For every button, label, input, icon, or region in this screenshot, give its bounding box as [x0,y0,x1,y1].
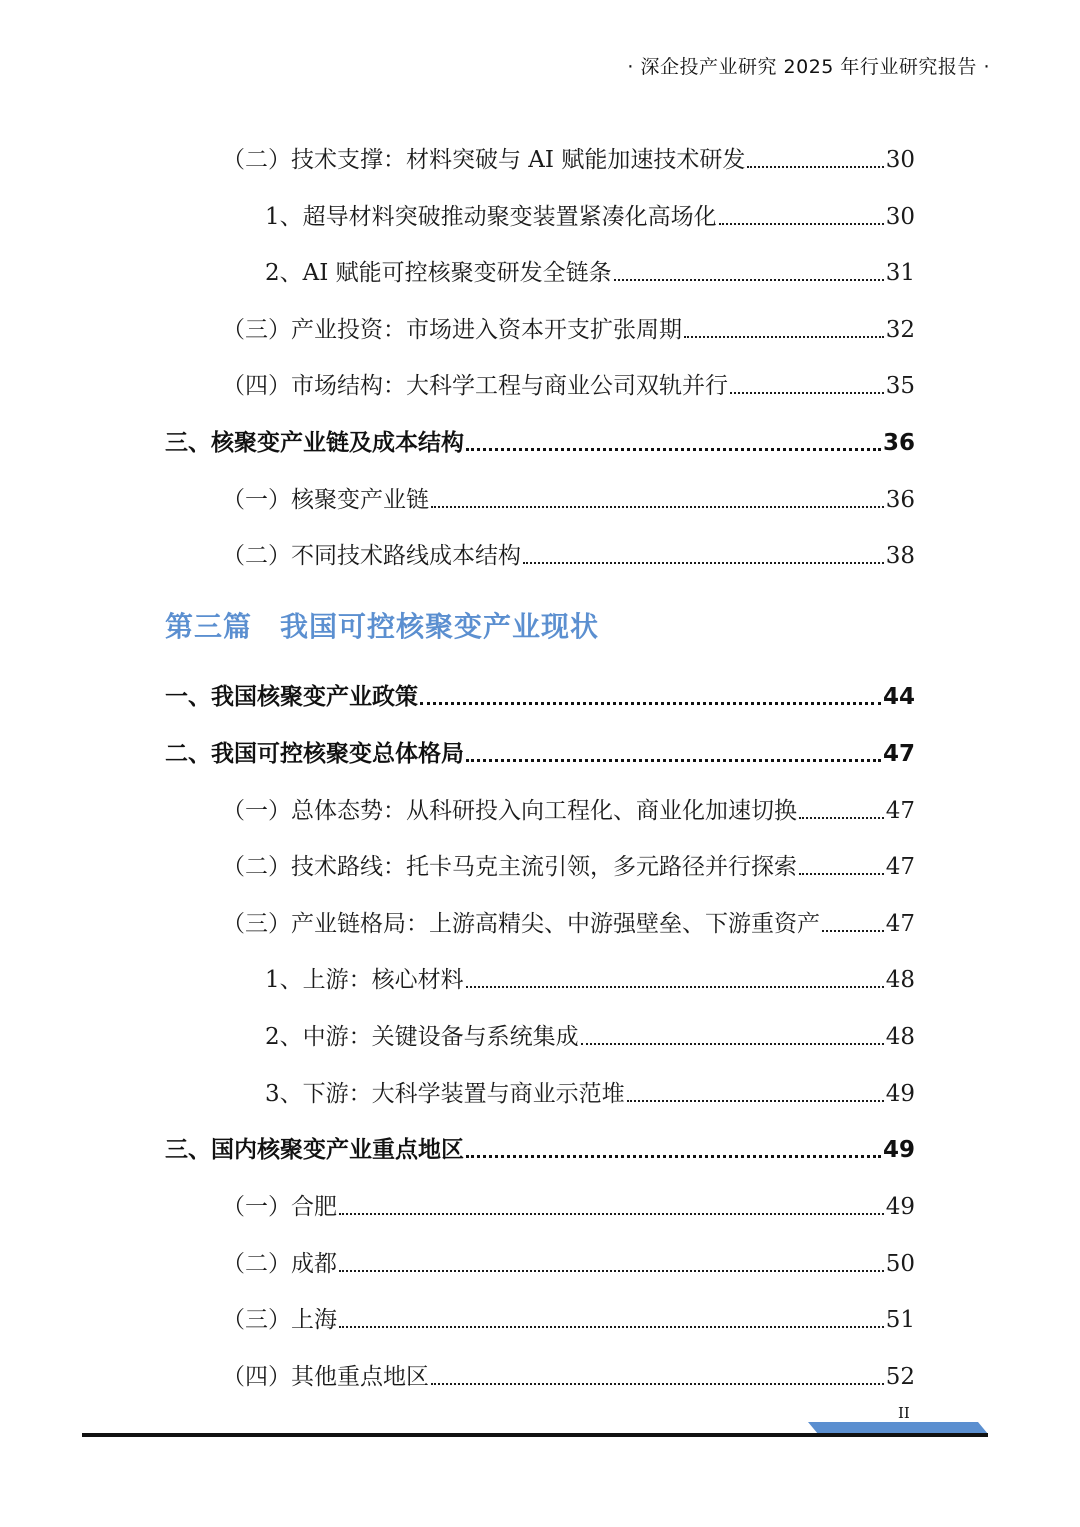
toc-leader-dots [627,1100,884,1102]
toc-entry-page: 50 [885,1251,915,1277]
toc-entry-page: 47 [885,854,915,880]
toc-entry-title: （一）合肥 [222,1194,337,1220]
toc-entry[interactable] [222,539,915,573]
toc-leader-dots [466,448,881,451]
part-title-text: 我国可控核聚变产业现状 [280,610,600,643]
toc-entry-title: 2、中游：关键设备与系统集成 [265,1024,579,1050]
toc-entry[interactable] [165,680,915,714]
toc-entry[interactable] [222,483,915,517]
toc-entry-title: （三）产业链格局：上游高精尖、中游强壁垒、下游重资产 [222,911,820,937]
toc-entry-title: 1、超导材料突破推动聚变装置紧凑化高场化 [265,204,717,230]
toc-entry[interactable] [165,1133,915,1167]
toc-entry-title: （三）上海 [222,1307,337,1333]
toc-entry[interactable] [165,426,915,460]
part-label: 第三篇 [165,610,253,643]
toc-entry-title: 一、我国核聚变产业政策 [165,684,418,710]
toc-entry-title: （二）成都 [222,1251,337,1277]
toc-leader-dots [719,223,884,225]
toc-entry[interactable] [165,737,915,771]
toc-entry-page: 36 [882,430,915,456]
toc-leader-dots [523,562,884,564]
toc-entry-title: 1、上游：核心材料 [265,967,464,993]
toc-leader-dots [684,336,884,338]
toc-entry-title: （三）产业投资：市场进入资本开支扩张周期 [222,317,682,343]
running-header: · 深企投产业研究 2025 年行业研究报告 · [627,56,990,78]
toc-entry-title: （四）市场结构：大科学工程与商业公司双轨并行 [222,373,728,399]
toc-entry-title: （一）总体态势：从科研投入向工程化、商业化加速切换 [222,798,797,824]
toc-entry[interactable] [222,794,915,828]
toc-entry-page: 48 [885,1024,915,1050]
toc-entry-title: 2、AI 赋能可控核聚变研发全链条 [265,260,612,286]
toc-leader-dots [466,1155,881,1158]
toc-entry[interactable] [222,907,915,941]
toc-entry-title: （二）技术支撑：材料突破与 AI 赋能加速技术研发 [222,147,746,173]
toc-entry[interactable] [222,1190,915,1224]
toc-entry-title: 三、国内核聚变产业重点地区 [165,1137,464,1163]
toc-leader-dots [730,392,884,394]
toc-entry[interactable] [222,143,915,177]
toc-leader-dots [747,166,883,168]
toc-entry[interactable] [222,1303,915,1337]
toc-leader-dots [822,930,884,932]
toc-entry-title: （一）核聚变产业链 [222,487,429,513]
toc-entry-page: 38 [885,543,915,569]
toc-entry[interactable] [222,369,915,403]
toc-entry[interactable] [222,313,915,347]
toc-leader-dots [614,279,884,281]
toc-entry[interactable] [222,850,915,884]
toc-entry-page: 31 [885,260,915,286]
toc-entry-page: 30 [885,147,915,173]
part-heading [165,605,627,645]
toc-leader-dots [339,1270,884,1272]
toc-entry-page: 49 [885,1194,915,1220]
toc-leader-dots [420,702,881,705]
toc-leader-dots [799,873,884,875]
toc-leader-dots [466,986,884,988]
toc-entry[interactable] [265,256,915,290]
toc-entry-page: 47 [882,741,915,767]
toc-entry-page: 49 [882,1137,915,1163]
toc-entry-title: （二）不同技术路线成本结构 [222,543,521,569]
toc-entry-page: 36 [885,487,915,513]
toc-entry[interactable] [222,1247,915,1281]
toc-leader-dots [466,759,881,762]
toc-entry-page: 30 [885,204,915,230]
toc-leader-dots [799,817,884,819]
toc-entry[interactable] [222,1360,915,1394]
toc-entry[interactable] [265,200,915,234]
toc-entry[interactable] [265,1077,915,1111]
toc-leader-dots [581,1043,884,1045]
toc-entry-page: 44 [882,684,915,710]
toc-entry-title: 二、我国可控核聚变总体格局 [165,741,464,767]
toc-entry[interactable] [265,963,915,997]
toc-entry-page: 35 [885,373,915,399]
toc-entry-page: 52 [885,1364,915,1390]
toc-entry-page: 49 [885,1081,915,1107]
footer-rule [82,1433,988,1437]
toc-entry-page: 47 [885,798,915,824]
toc-entry-page: 48 [885,967,915,993]
toc-entry-page: 47 [885,911,915,937]
toc-entry-title: 3、下游：大科学装置与商业示范堆 [265,1081,625,1107]
toc-entry-title: （四）其他重点地区 [222,1364,429,1390]
toc-entry-page: 51 [885,1307,915,1333]
toc-entry[interactable] [265,1020,915,1054]
toc-leader-dots [431,1383,884,1385]
toc-leader-dots [339,1213,884,1215]
toc-entry-title: 三、核聚变产业链及成本结构 [165,430,464,456]
toc-leader-dots [431,506,884,508]
page-number: II [898,1404,910,1422]
toc-leader-dots [339,1326,884,1328]
toc-entry-title: （二）技术路线：托卡马克主流引领，多元路径并行探索 [222,854,797,880]
toc-entry-page: 32 [885,317,915,343]
